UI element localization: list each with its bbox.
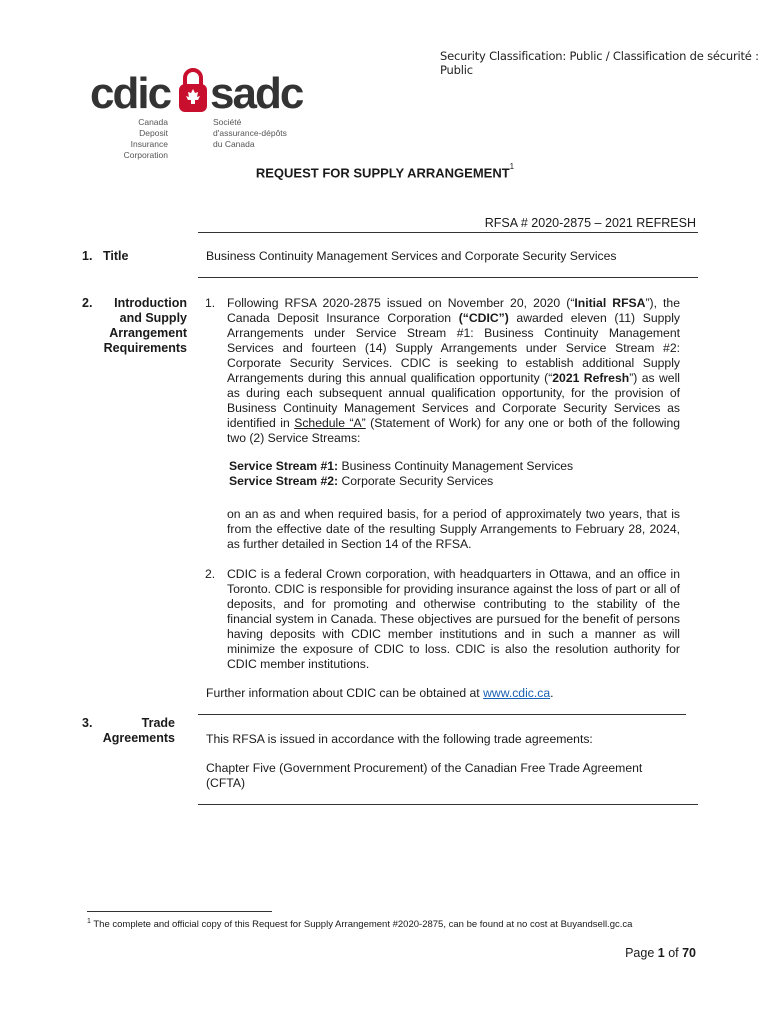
item-2-paragraph: CDIC is a federal Crown corporation, with headquarters in Ottawa, and an office in Toronto. CDIC is responsible for providing insurance against the loss of part or all of deposits, and for promoting and otherwise contributing to the stability of the financial system in Canada. These objectives are pursued for the benefit of persons having deposits with CDIC member institutions and in such a manner as will minimize the exposure of CDIC to loss. CDIC is also the resolution authority for CDIC member institutions. bbox=[227, 567, 680, 671]
footnote: $^1$ The complete and official copy of this Request for Supply Arrangement #2020-2875, can be found at no cost at Buyandsell.gc.ca bbox=[87, 918, 633, 931]
item-1-continuation: on an as and when required basis, for a period of approximately two years, that is from the effective date of the resulting Supply Arrangements to February 28, 2024, as further detailed in Section 14 of the RFSA. bbox=[227, 507, 680, 551]
logo-subtitle-fr: Société d'assurance-dépôts du Canada bbox=[213, 117, 287, 149]
section-1-label: Title bbox=[103, 249, 129, 263]
security-classification: Security Classification: Public / Classification de sécurité : Public bbox=[440, 49, 759, 77]
divider bbox=[198, 277, 698, 278]
section-2-number: 2. bbox=[82, 296, 93, 310]
title-footnote-ref: 1 bbox=[509, 162, 515, 171]
section-2-label: Introduction and Supply Arrangement Requirements bbox=[103, 296, 187, 355]
lock-maple-leaf-icon bbox=[177, 66, 209, 116]
rfsa-number: RFSA # 2020-2875 – 2021 REFRESH bbox=[484, 216, 696, 230]
schedule-a-link: Schedule “A” bbox=[294, 416, 366, 430]
divider bbox=[198, 714, 686, 715]
section-1-text: Business Continuity Management Services and Corporate Security Services bbox=[206, 249, 617, 263]
footnote-rule bbox=[87, 911, 272, 912]
divider bbox=[198, 804, 698, 805]
item-1-number: 1. bbox=[205, 296, 216, 310]
cdic-website-link[interactable]: www.cdic.ca bbox=[483, 686, 551, 700]
section-3-label: Trade Agreements bbox=[102, 716, 175, 745]
service-stream-1: Service Stream #1: Business Continuity Management Services bbox=[229, 459, 574, 473]
item-1-paragraph: Following RFSA 2020-2875 issued on November 20, 2020 (“Initial RFSA”), the Canada Deposit Insurance Corporation (“CDIC”) awarded eleven (11) Supply Arrangements under Service Stream #1: Business Continuity Management Services and fourteen (14) Supply Arrangements under Service Stream #2: Corporate Security Services. CDIC is seeking to establish additional Supply Arrangements during this annual qualification opportunity (“2021 Refresh”) as well as during each subsequent annual qualification opportunity, for the provision of Business Continuity Management Services and Corporate Security Services as identified in Schedule “A” (Statement of Work) for any one or both of the following two (2) Service Streams: bbox=[227, 296, 681, 445]
logo-subtitle-en: Canada Deposit Insurance Corporation bbox=[123, 117, 168, 160]
section-3-number: 3. bbox=[82, 716, 93, 730]
divider bbox=[198, 232, 698, 233]
document-title: REQUEST FOR SUPPLY ARRANGEMENT$^1$ bbox=[255, 162, 515, 181]
page-number: Page 1 of 70 bbox=[625, 946, 696, 960]
logo-sadc-text: sadc bbox=[210, 69, 303, 118]
further-info: Further information about CDIC can be obtained at www.cdic.ca. bbox=[206, 686, 554, 700]
section-1-number: 1. bbox=[82, 249, 93, 263]
section-3-cfta: Chapter Five (Government Procurement) of the Canadian Free Trade Agreement (CFTA) bbox=[206, 761, 643, 790]
logo-cdic-text: cdic bbox=[90, 69, 171, 118]
service-stream-2: Service Stream #2: Corporate Security Services bbox=[229, 474, 494, 488]
section-3-text: This RFSA is issued in accordance with the following trade agreements: bbox=[206, 732, 593, 746]
item-2-number: 2. bbox=[205, 567, 216, 581]
